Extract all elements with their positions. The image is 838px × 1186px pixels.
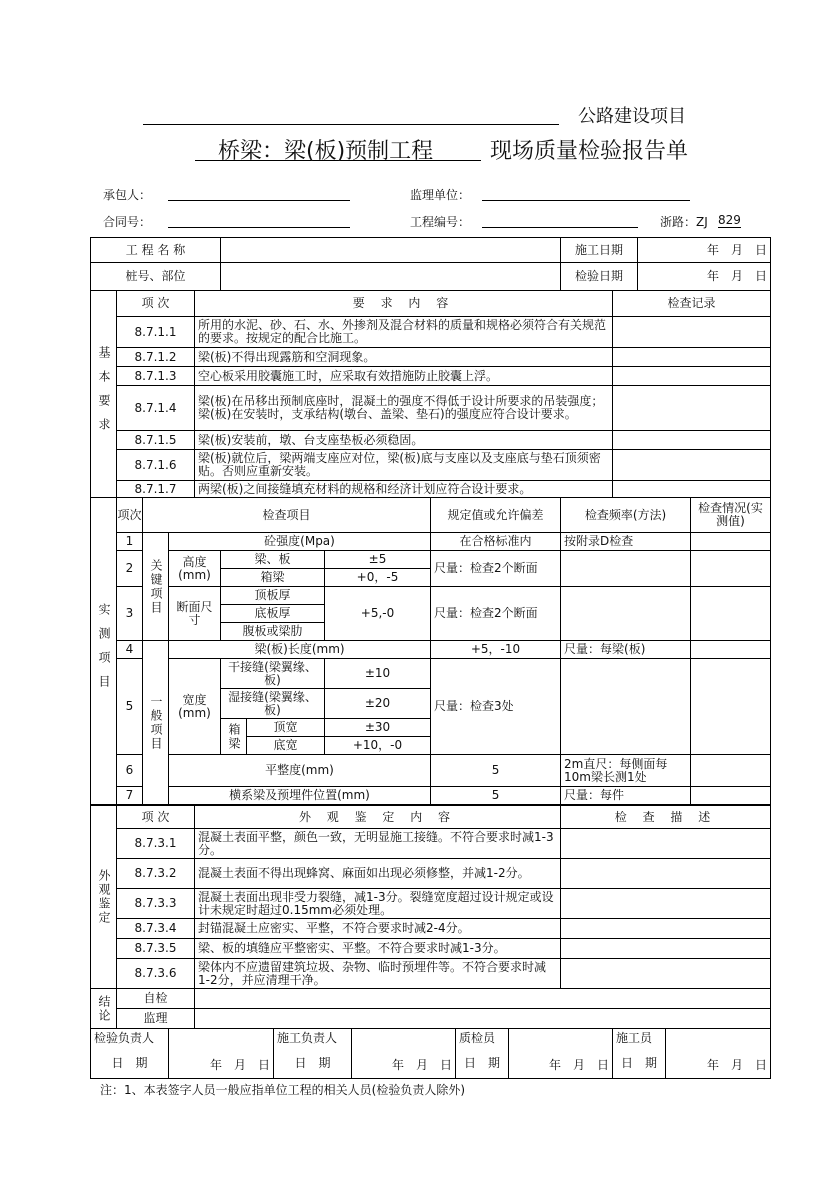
conclusion-side-label: 结论 <box>91 989 117 1029</box>
freq: 尺量：每梁(板) <box>561 641 691 659</box>
measured-side-label: 实测项目 <box>91 498 117 805</box>
row-no: 1 <box>117 533 143 551</box>
contract-no-field[interactable] <box>168 227 350 228</box>
spec: ±20 <box>325 689 431 719</box>
general-items-label: 一般项目 <box>143 641 169 805</box>
item-name: 顶板厚 <box>221 587 325 605</box>
table-row <box>91 889 771 919</box>
qc-sign-field[interactable]: 年 月 日 <box>509 1029 613 1079</box>
note-field[interactable] <box>691 659 771 755</box>
table-row <box>91 959 771 989</box>
item-text: 梁体内不应遗留建筑垃圾、杂物、临时预埋件等。不符合要求时减1-2分，并应清理干净。 <box>195 959 561 989</box>
row-no: 5 <box>117 659 143 755</box>
record-field[interactable] <box>613 348 771 367</box>
project-suffix: 公路建设项目 <box>578 106 686 127</box>
result-field[interactable] <box>561 551 691 587</box>
note-field[interactable] <box>691 587 771 641</box>
spec: ±5 <box>325 551 431 569</box>
item-text: 梁、板的填缝应平整密实、平整。不符合要求时减1-3分。 <box>195 939 561 959</box>
table-row <box>91 829 771 859</box>
row-no: 4 <box>117 641 143 659</box>
freq: 尺量：每件 <box>561 787 691 805</box>
appearance-side-label: 外观鉴定 <box>91 806 117 989</box>
contract-no-label: 合同号： <box>103 215 152 229</box>
item-id: 8.7.3.4 <box>117 919 195 939</box>
table-row <box>91 859 771 889</box>
project-name-line[interactable] <box>143 124 559 125</box>
result-field[interactable] <box>691 533 771 551</box>
title-right: 现场质量检验报告单 <box>490 139 689 164</box>
record-field[interactable] <box>613 481 771 498</box>
item-group: 断面尺寸 <box>169 587 221 641</box>
worker-label: 施工员 <box>613 1029 666 1049</box>
table-row <box>91 919 771 939</box>
freq: 按附录D检查 <box>561 533 691 551</box>
item-name: 湿接缝(梁翼缘、板) <box>221 689 325 719</box>
item-text: 空心板采用胶囊施工时，应采取有效措施防止胶囊上浮。 <box>195 367 613 386</box>
footnote: 注：1、本表签字人员一般应指单位工程的相关人员(检验负责人除外) <box>100 1083 466 1097</box>
item-group: 宽度(mm) <box>169 659 221 755</box>
freq: 2m直尺：每侧面每10m梁长测1处 <box>561 755 691 787</box>
item-text: 封锚混凝土应密实、平整，不符合要求时减2-4分。 <box>195 919 561 939</box>
item-id: 8.7.1.4 <box>117 386 195 431</box>
date-label: 日 期 <box>91 1049 169 1079</box>
col-content: 外 观 鉴 定 内 容 <box>195 806 561 829</box>
col-freq: 检查频率(方法) <box>561 498 691 533</box>
supervision-label: 监理 <box>117 1009 195 1029</box>
spec: 5 <box>431 787 561 805</box>
item-text: 梁(板)不得出现露筋和空洞现象。 <box>195 348 613 367</box>
date-label: 日 期 <box>274 1049 352 1079</box>
item-text: 梁(板)在吊移出预制底座时，混凝土的强度不得低于设计所要求的吊装强度；梁(板)在安装时，支承结构(墩台、盖梁、垫石)的强度应符合设计要求。 <box>195 386 613 431</box>
col-spec: 规定值或允许偏差 <box>431 498 561 533</box>
item-id: 8.7.1.7 <box>117 481 195 498</box>
item-group: 高度(mm) <box>169 551 221 587</box>
item-text: 混凝土表面出现非受力裂缝，减1-3分。裂缝宽度超过设计规定或设计未规定时超过0.15mm必须处理。 <box>195 889 561 919</box>
row-no: 3 <box>117 587 143 641</box>
desc-field[interactable] <box>561 829 771 859</box>
supervision-field[interactable] <box>195 1009 771 1029</box>
signature-table <box>90 1028 771 1079</box>
item-id: 8.7.3.5 <box>117 939 195 959</box>
record-field[interactable] <box>613 431 771 450</box>
construction-date-field[interactable]: 年 月 日 <box>638 238 771 263</box>
project-name-field[interactable] <box>221 238 561 263</box>
item-name: 平整度(mm) <box>169 755 431 787</box>
col-result: 检查情况(实测值) <box>691 498 771 533</box>
spec: +5，-10 <box>431 641 561 659</box>
desc-field[interactable] <box>561 919 771 939</box>
row-no: 6 <box>117 755 143 787</box>
spec: +5,-0 <box>325 587 431 641</box>
item-id: 8.7.3.6 <box>117 959 195 989</box>
col-desc: 检 查 描 述 <box>561 806 771 829</box>
contractor-label: 承包人： <box>103 188 152 202</box>
desc-field[interactable] <box>561 939 771 959</box>
item-name: 底板厚 <box>221 605 325 623</box>
col-item: 项 次 <box>117 806 195 829</box>
record-field[interactable] <box>613 450 771 481</box>
item-name: 横系梁及预埋件位置(mm) <box>169 787 431 805</box>
title-left: 桥梁：梁(板)预制工程 <box>218 139 434 164</box>
construction-lead-sign-field[interactable]: 年 月 日 <box>352 1029 456 1079</box>
date-label: 日 期 <box>613 1049 666 1079</box>
item-name: 顶宽 <box>247 719 325 737</box>
table-row <box>91 450 771 481</box>
table-row <box>91 386 771 431</box>
inspector-label: 检验负责人 <box>91 1029 169 1049</box>
spec: ±30 <box>325 719 431 737</box>
spec: +0，-5 <box>325 569 431 587</box>
table-row <box>91 939 771 959</box>
form-code-label: 浙路：ZJ <box>660 215 708 229</box>
col-item: 项 次 <box>117 291 195 317</box>
form-code: 829 <box>718 213 741 227</box>
item-id: 8.7.1.3 <box>117 367 195 386</box>
spec: +10，-0 <box>325 737 431 755</box>
table-row <box>91 348 771 367</box>
contractor-field[interactable] <box>168 200 350 201</box>
spec: ±10 <box>325 659 431 689</box>
table-row <box>91 367 771 386</box>
record-field[interactable] <box>613 317 771 348</box>
item-name: 梁、板 <box>221 551 325 569</box>
result-field[interactable] <box>561 659 691 755</box>
freq: 尺量：检查3处 <box>431 659 561 755</box>
construction-date-label: 施工日期 <box>561 238 638 263</box>
desc-field[interactable] <box>561 889 771 919</box>
table-row <box>91 431 771 450</box>
table-row <box>91 317 771 348</box>
result-field[interactable] <box>561 587 691 641</box>
desc-field[interactable] <box>561 859 771 889</box>
basic-requirements-table <box>90 290 771 498</box>
basic-side-label: 基本要求 <box>91 291 117 498</box>
item-id: 8.7.1.5 <box>117 431 195 450</box>
col-content: 要 求 内 容 <box>195 291 613 317</box>
item-id: 8.7.1.2 <box>117 348 195 367</box>
item-text: 混凝土表面不得出现蜂窝、麻面如出现必须修整，并减1-2分。 <box>195 859 561 889</box>
station-field[interactable] <box>221 263 561 291</box>
result-field[interactable] <box>691 755 771 787</box>
item-text: 梁(板)安装前，墩、台支座垫板必须稳固。 <box>195 431 613 450</box>
item-id: 8.7.3.1 <box>117 829 195 859</box>
appearance-table <box>90 805 771 1029</box>
row-no: 7 <box>117 787 143 805</box>
note-field[interactable] <box>691 551 771 587</box>
date-label: 日 期 <box>456 1049 509 1079</box>
item-id: 8.7.3.3 <box>117 889 195 919</box>
result-field[interactable] <box>691 641 771 659</box>
inspection-date-field[interactable]: 年 月 日 <box>638 263 771 291</box>
inspector-sign-field[interactable]: 年 月 日 <box>169 1029 274 1079</box>
item-id: 8.7.3.2 <box>117 859 195 889</box>
supervisor-field[interactable] <box>482 200 690 201</box>
row-no: 2 <box>117 551 143 587</box>
table-row <box>91 481 771 498</box>
project-name-label: 工 程 名 称 <box>91 238 221 263</box>
item-text: 两梁(板)之间接缝填充材料的规格和经济计划应符合设计要求。 <box>195 481 613 498</box>
freq: 尺量：检查2个断面 <box>431 587 561 641</box>
item-id: 8.7.1.6 <box>117 450 195 481</box>
result-field[interactable] <box>691 787 771 805</box>
qc-label: 质检员 <box>456 1029 509 1049</box>
item-name: 腹板或梁肋 <box>221 623 325 641</box>
self-check-field[interactable] <box>195 989 771 1009</box>
col-item: 检查项目 <box>143 498 431 533</box>
desc-field[interactable] <box>561 959 771 989</box>
spec: 在合格标准内 <box>431 533 561 551</box>
spec: 5 <box>431 755 561 787</box>
station-label: 桩号、部位 <box>91 263 221 291</box>
col-record: 检查记录 <box>613 291 771 317</box>
worker-sign-field[interactable]: 年 月 日 <box>666 1029 771 1079</box>
construction-lead-label: 施工负责人 <box>274 1029 352 1049</box>
item-name: 干接缝(梁翼缘、板) <box>221 659 325 689</box>
item-name: 砼强度(Mpa) <box>169 533 431 551</box>
key-items-label: 关键项目 <box>143 533 169 641</box>
info-table <box>90 237 771 291</box>
item-text: 所用的水泥、砂、石、水、外掺剂及混合材料的质量和规格必须符合有关规范的要求。按规定的配合比施工。 <box>195 317 613 348</box>
item-text: 混凝土表面平整，颜色一致，无明显施工接缝。不符合要求时减1-3分。 <box>195 829 561 859</box>
supervisor-label: 监理单位： <box>410 188 471 202</box>
item-subgroup: 箱梁 <box>221 719 247 755</box>
record-field[interactable] <box>613 367 771 386</box>
item-id: 8.7.1.1 <box>117 317 195 348</box>
project-no-label: 工程编号： <box>410 215 471 229</box>
inspection-date-label: 检验日期 <box>561 263 638 291</box>
self-check-label: 自检 <box>117 989 195 1009</box>
item-name: 梁(板)长度(mm) <box>169 641 431 659</box>
record-field[interactable] <box>613 386 771 431</box>
item-text: 梁(板)就位后，梁两端支座应对位，梁(板)底与支座以及支座底与垫石顶须密贴。否则应重新安装。 <box>195 450 613 481</box>
item-name: 底宽 <box>247 737 325 755</box>
freq: 尺量：检查2个断面 <box>431 551 561 587</box>
item-name: 箱梁 <box>221 569 325 587</box>
project-no-field[interactable] <box>482 227 638 228</box>
col-no: 项次 <box>117 498 143 533</box>
measured-items-table <box>90 497 771 805</box>
